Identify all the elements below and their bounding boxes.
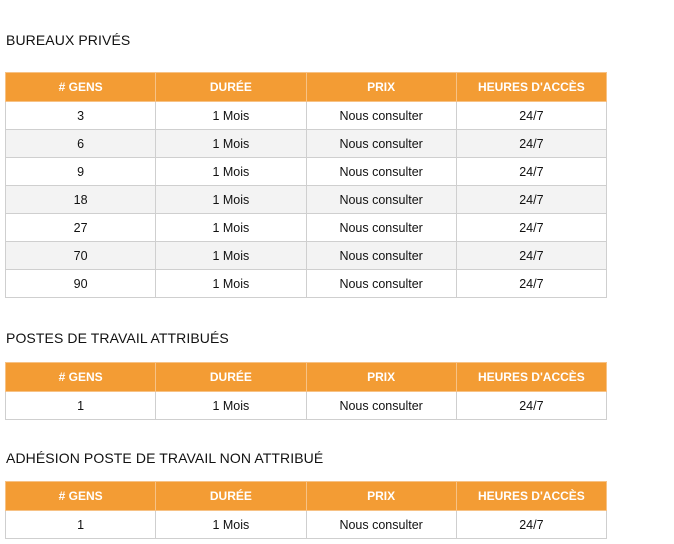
column-header-duree: DURÉE: [156, 73, 306, 102]
table-row: [6, 242, 607, 270]
table-row: [6, 270, 607, 298]
cell-prix: Nous consulter: [306, 392, 456, 420]
cell-duree: 1 Mois: [156, 270, 306, 298]
table-row: [6, 214, 607, 242]
cell-gens: 1: [6, 392, 156, 420]
pricing-table-postes-attribues: [5, 362, 607, 420]
cell-prix: Nous consulter: [306, 158, 456, 186]
column-header-heures-acces: HEURES D'ACCÈS: [456, 73, 606, 102]
cell-prix: Nous consulter: [306, 102, 456, 130]
cell-gens: 9: [6, 158, 156, 186]
table-row: [6, 102, 607, 130]
cell-gens: 27: [6, 214, 156, 242]
column-header-duree: DURÉE: [156, 482, 306, 511]
cell-duree: 1 Mois: [156, 158, 306, 186]
section-title-bureaux-prives: BUREAUX PRIVÉS: [6, 32, 131, 48]
cell-heures-acces: 24/7: [456, 186, 606, 214]
cell-gens: 70: [6, 242, 156, 270]
pricing-table-adhesion-non-attribue: [5, 481, 607, 539]
cell-gens: 6: [6, 130, 156, 158]
column-header-duree: DURÉE: [156, 363, 306, 392]
cell-heures-acces: 24/7: [456, 270, 606, 298]
table-row: [6, 511, 607, 539]
cell-duree: 1 Mois: [156, 214, 306, 242]
cell-gens: 90: [6, 270, 156, 298]
cell-heures-acces: 24/7: [456, 242, 606, 270]
cell-duree: 1 Mois: [156, 392, 306, 420]
cell-duree: 1 Mois: [156, 511, 306, 539]
column-header-gens: # GENS: [6, 482, 156, 511]
cell-heures-acces: 24/7: [456, 214, 606, 242]
section-title-postes-attribues: POSTES DE TRAVAIL ATTRIBUÉS: [6, 330, 229, 346]
cell-prix: Nous consulter: [306, 511, 456, 539]
column-header-gens: # GENS: [6, 363, 156, 392]
cell-prix: Nous consulter: [306, 214, 456, 242]
cell-heures-acces: 24/7: [456, 511, 606, 539]
column-header-heures-acces: HEURES D'ACCÈS: [456, 482, 606, 511]
table-row: [6, 186, 607, 214]
table-header-row: [6, 363, 607, 392]
cell-duree: 1 Mois: [156, 130, 306, 158]
cell-gens: 1: [6, 511, 156, 539]
cell-prix: Nous consulter: [306, 242, 456, 270]
cell-gens: 18: [6, 186, 156, 214]
column-header-prix: PRIX: [306, 73, 456, 102]
column-header-prix: PRIX: [306, 482, 456, 511]
cell-heures-acces: 24/7: [456, 102, 606, 130]
cell-heures-acces: 24/7: [456, 130, 606, 158]
cell-gens: 3: [6, 102, 156, 130]
cell-duree: 1 Mois: [156, 186, 306, 214]
cell-heures-acces: 24/7: [456, 392, 606, 420]
column-header-prix: PRIX: [306, 363, 456, 392]
table-row: [6, 158, 607, 186]
cell-duree: 1 Mois: [156, 242, 306, 270]
section-title-adhesion-non-attribue: ADHÉSION POSTE DE TRAVAIL NON ATTRIBUÉ: [6, 450, 324, 466]
table-header-row: [6, 73, 607, 102]
cell-prix: Nous consulter: [306, 130, 456, 158]
table-row: [6, 130, 607, 158]
column-header-gens: # GENS: [6, 73, 156, 102]
cell-duree: 1 Mois: [156, 102, 306, 130]
cell-prix: Nous consulter: [306, 186, 456, 214]
cell-prix: Nous consulter: [306, 270, 456, 298]
table-row: [6, 392, 607, 420]
cell-heures-acces: 24/7: [456, 158, 606, 186]
table-header-row: [6, 482, 607, 511]
column-header-heures-acces: HEURES D'ACCÈS: [456, 363, 606, 392]
pricing-table-bureaux-prives: [5, 72, 607, 298]
